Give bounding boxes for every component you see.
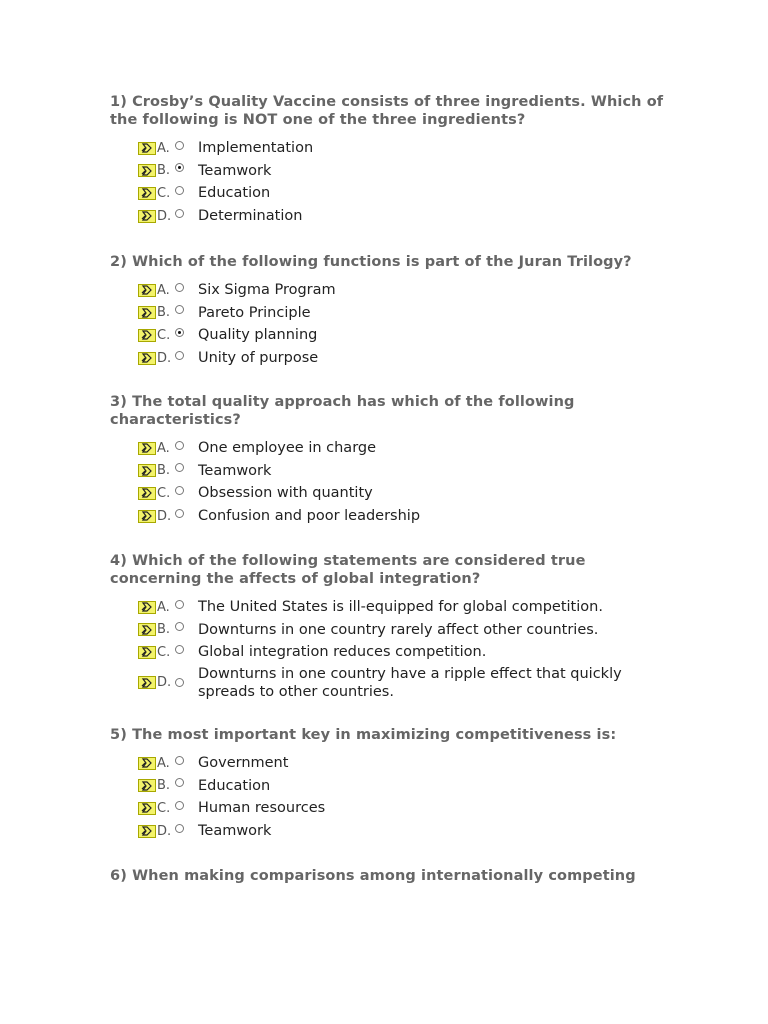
- question-text: 6) When making comparisons among internationally competing: [110, 868, 636, 884]
- question-5: [110, 726, 670, 842]
- radio-button[interactable]: [175, 351, 184, 360]
- option-b[interactable]: [110, 460, 670, 483]
- option-text: Education: [198, 185, 271, 202]
- feedback-icon: [138, 623, 156, 636]
- option-a[interactable]: [110, 596, 670, 619]
- question-text: 5) The most important key in maximizing competitiveness is:: [110, 727, 617, 743]
- feedback-icon: [138, 825, 156, 838]
- feedback-icon: [138, 164, 156, 177]
- option-text: Six Sigma Program: [198, 282, 336, 299]
- option-b[interactable]: [110, 775, 670, 798]
- option-d[interactable]: [110, 820, 670, 843]
- option-d[interactable]: [110, 205, 670, 228]
- radio-button[interactable]: [175, 622, 184, 631]
- option-d[interactable]: [110, 505, 670, 528]
- feedback-icon: [138, 601, 156, 614]
- radio-button[interactable]: [175, 283, 184, 292]
- feedback-icon: [138, 646, 156, 659]
- option-a[interactable]: [110, 279, 670, 302]
- feedback-icon: [138, 329, 156, 342]
- feedback-icon: [138, 306, 156, 319]
- feedback-icon: [138, 142, 156, 155]
- question-text: 1) Crosby’s Quality Vaccine consists of three ingredients. Which of the following is NOT one of the three ingredients?: [110, 94, 664, 128]
- radio-button-selected[interactable]: [175, 328, 184, 337]
- option-text: Obsession with quantity: [198, 485, 373, 502]
- option-letter: B.: [157, 305, 171, 321]
- option-d[interactable]: [110, 347, 670, 370]
- option-letter: B.: [157, 622, 171, 638]
- option-text: Quality planning: [198, 327, 318, 344]
- option-c[interactable]: [110, 482, 670, 505]
- radio-button[interactable]: [175, 778, 184, 787]
- question-2: [110, 253, 670, 369]
- option-letter: D.: [157, 208, 172, 224]
- radio-button[interactable]: [175, 486, 184, 495]
- radio-button[interactable]: [175, 801, 184, 810]
- question-text: 2) Which of the following functions is part of the Juran Trilogy?: [110, 254, 632, 270]
- question-text: 3) The total quality approach has which of the following characteristics?: [110, 394, 575, 428]
- option-a[interactable]: [110, 437, 670, 460]
- feedback-icon: [138, 442, 156, 455]
- option-text: One employee in charge: [198, 440, 377, 457]
- radio-button[interactable]: [175, 186, 184, 195]
- radio-button[interactable]: [175, 141, 184, 150]
- option-text: Confusion and poor leadership: [198, 508, 421, 525]
- option-text: Pareto Principle: [198, 304, 311, 321]
- option-text: Teamwork: [198, 462, 272, 479]
- option-letter: A.: [157, 282, 170, 298]
- option-text: Downturns in one country rarely affect other countries.: [198, 621, 599, 638]
- option-list: [110, 752, 670, 842]
- option-text: Implementation: [198, 140, 314, 157]
- option-list: [110, 137, 670, 227]
- option-letter: C.: [157, 644, 171, 660]
- option-letter: C.: [157, 800, 171, 816]
- feedback-icon: [138, 284, 156, 297]
- option-b[interactable]: [110, 160, 670, 183]
- option-letter: A.: [157, 599, 170, 615]
- feedback-icon: [138, 487, 156, 500]
- option-letter: D.: [157, 508, 172, 524]
- question-4: [110, 552, 670, 702]
- question-3: [110, 393, 670, 527]
- radio-button[interactable]: [175, 756, 184, 765]
- option-letter: D.: [157, 350, 172, 366]
- radio-button[interactable]: [175, 509, 184, 518]
- feedback-icon: [138, 757, 156, 770]
- option-letter: A.: [157, 755, 170, 771]
- option-letter: C.: [157, 327, 171, 343]
- option-a[interactable]: [110, 752, 670, 775]
- option-a[interactable]: [110, 137, 670, 160]
- feedback-icon: [138, 464, 156, 477]
- option-letter: B.: [157, 463, 171, 479]
- radio-button[interactable]: [175, 441, 184, 450]
- option-text: Global integration reduces competition.: [198, 644, 487, 661]
- option-text: Downturns in one country have a ripple effect that quickly spreads to other countries.: [198, 665, 622, 700]
- option-letter: B.: [157, 163, 171, 179]
- radio-button[interactable]: [175, 600, 184, 609]
- option-list: [110, 437, 670, 527]
- option-letter: B.: [157, 778, 171, 794]
- option-text: Teamwork: [198, 162, 272, 179]
- option-text: Unity of purpose: [198, 350, 319, 367]
- option-text: Teamwork: [198, 823, 272, 840]
- feedback-icon: [138, 510, 156, 523]
- option-b[interactable]: [110, 302, 670, 325]
- option-list: [110, 279, 670, 369]
- feedback-icon: [138, 802, 156, 815]
- question-text: 4) Which of the following statements are considered true concerning the affects of global integration?: [110, 553, 586, 587]
- option-list: [110, 596, 670, 702]
- option-text: Government: [198, 755, 289, 772]
- feedback-icon: [138, 187, 156, 200]
- radio-button[interactable]: [175, 824, 184, 833]
- option-text: Education: [198, 777, 271, 794]
- option-text: The United States is ill-equipped for global competition.: [198, 599, 603, 616]
- option-c[interactable]: [110, 641, 670, 664]
- radio-button[interactable]: [175, 678, 184, 687]
- option-letter: C.: [157, 185, 171, 201]
- radio-button[interactable]: [175, 209, 184, 218]
- option-c[interactable]: [110, 182, 670, 205]
- option-c[interactable]: [110, 797, 670, 820]
- option-letter: D.: [157, 675, 172, 691]
- option-c[interactable]: [110, 324, 670, 347]
- radio-button[interactable]: [175, 645, 184, 654]
- feedback-icon: [138, 352, 156, 365]
- feedback-icon: [138, 676, 156, 689]
- feedback-icon: [138, 779, 156, 792]
- question-6: [110, 867, 670, 885]
- option-text: Determination: [198, 208, 303, 225]
- radio-button[interactable]: [175, 305, 184, 314]
- option-text: Human resources: [198, 800, 326, 817]
- question-1: [110, 93, 670, 227]
- option-letter: A.: [157, 440, 170, 456]
- radio-button-selected[interactable]: [175, 163, 184, 172]
- option-letter: C.: [157, 485, 171, 501]
- option-letter: D.: [157, 823, 172, 839]
- option-letter: A.: [157, 140, 170, 156]
- feedback-icon: [138, 210, 156, 223]
- option-b[interactable]: [110, 619, 670, 642]
- radio-button[interactable]: [175, 463, 184, 472]
- option-d[interactable]: [110, 664, 670, 702]
